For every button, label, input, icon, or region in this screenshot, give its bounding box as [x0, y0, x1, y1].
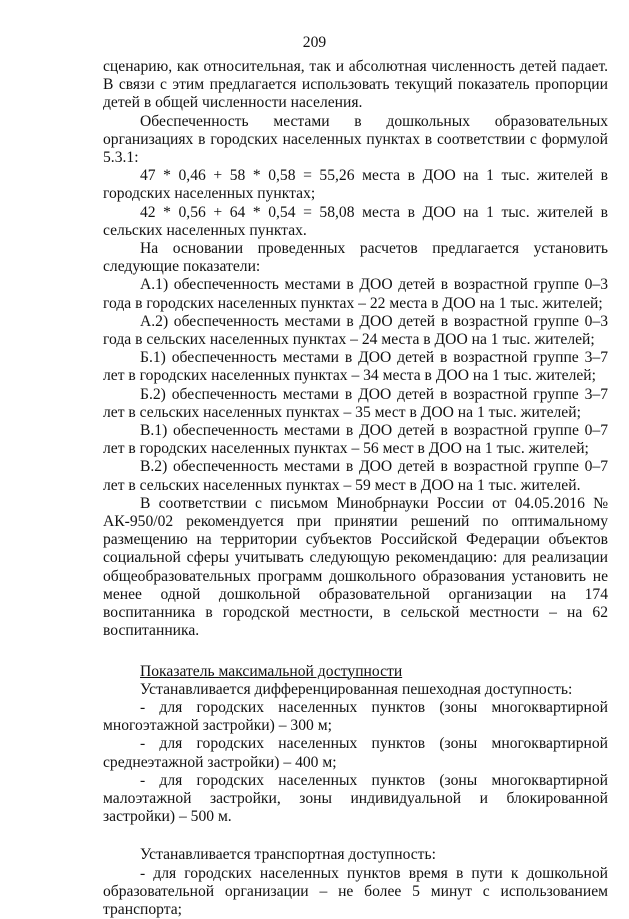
paragraph-conclusion: На основании проведенных расчетов предлагается установить следующие показатели:: [103, 240, 608, 276]
list-item-transport: - для городских населенных пунктов время в пути к дошкольной образовательной организации – не более 5 минут с использованием транспорта;: [103, 864, 608, 918]
indicator-a2: А.2) обеспеченность местами в ДОО детей в возрастной группе 0–3 года в сельских населенных пунктах – 24 места в ДОО на 1 тыс. жителей;: [103, 312, 608, 349]
paragraph-walking-access: Устанавливается дифференцированная пешеходная доступность:: [140, 680, 573, 698]
list-item-midrise: - для городских населенных пунктов (зоны многоквартирной среднеэтажной застройки) – 400 м;: [103, 735, 608, 771]
paragraph-ministry-letter: В соответствии с письмом Минобрнауки России от 04.05.2016 № АК-950/02 рекомендуется при принятии решений по оптимальному размещению на территории субъектов Российской Федерации объектов социальной сферы учитывать следующую рекомендацию: для реализации общеобразовательных программ дошкольного образования установить не менее одной дошкольной образовательной организации на 174 воспитанника в городской местности, в сельской местности – на 62 воспитанника.: [103, 494, 608, 640]
indicator-v1: В.1) обеспеченность местами в ДОО детей в возрастной группе 0–7 лет в городских населенных пунктах – 56 мест в ДОО на 1 тыс. жителей;: [103, 422, 608, 458]
page-number: 209: [302, 34, 327, 51]
paragraph-continuation: сценарию, как относительная, так и абсолютная численность детей падает. В связи с этим предлагается использовать текущий показатель пропорции детей в общей численности населения.: [103, 58, 608, 112]
formula-urban: 47 * 0,46 + 58 * 0,58 = 55,26 места в ДОО на 1 тыс. жителей в городских населенных пунктах;: [103, 167, 608, 203]
indicator-b2: Б.2) обеспеченность местами в ДОО детей в возрастной группе 3–7 лет в сельских населенных пунктах – 35 мест в ДОО на 1 тыс. жителей;: [103, 385, 608, 421]
list-item-lowrise: - для городских населенных пунктов (зоны многоквартирной малоэтажной застройки, зоны индивидуальной и блокированной застройки) – 500 м.: [103, 771, 608, 826]
formula-rural: 42 * 0,56 + 64 * 0,54 = 58,08 места в ДОО на 1 тыс. жителей в сельских населенных пунктах.: [103, 203, 608, 239]
paragraph-transport-access: Устанавливается транспортная доступность:: [140, 846, 436, 864]
section-title: Показатель максимальной доступности: [140, 662, 403, 680]
indicator-v2: В.2) обеспеченность местами в ДОО детей в возрастной группе 0–7 лет в сельских населенных пунктах – 59 мест в ДОО на 1 тыс. жителей.: [103, 458, 608, 494]
paragraph-provision: Обеспеченность местами в дошкольных образовательных организациях в городских населенных пунктах в соответствии с формулой 5.3.1:: [103, 112, 608, 167]
list-item-multistorey: - для городских населенных пунктов (зоны многоквартирной многоэтажной застройки) – 300 м;: [103, 698, 608, 735]
document-body: [103, 58, 608, 919]
indicator-a1: А.1) обеспеченность местами в ДОО детей в возрастной группе 0–3 года в городских населенных пунктах – 22 места в ДОО на 1 тыс. жителей;: [103, 276, 608, 312]
indicator-b1: Б.1) обеспеченность местами в ДОО детей в возрастной группе 3–7 лет в городских населенных пунктах – 34 места в ДОО на 1 тыс. жителей;: [103, 349, 608, 385]
